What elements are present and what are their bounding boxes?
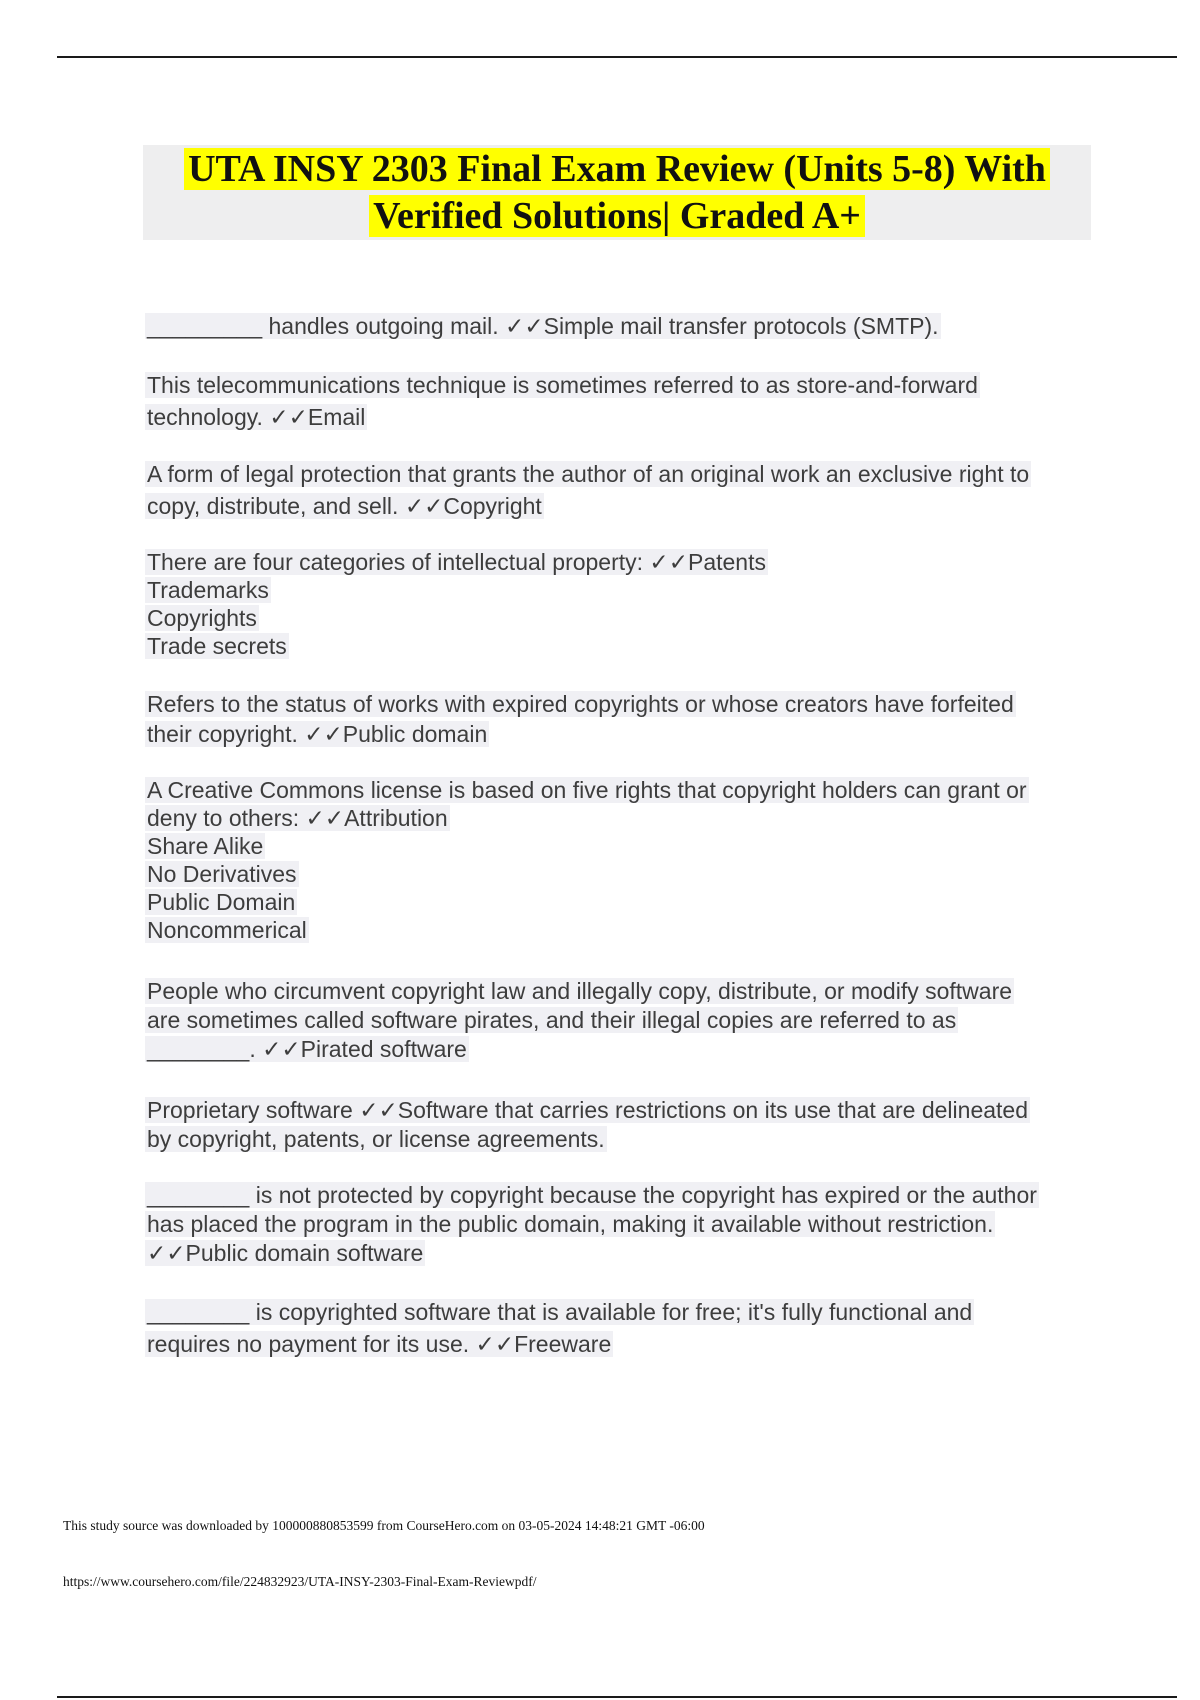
qa-line: ________ is copyrighted software that is available for free; it's fully functional and: [147, 1299, 973, 1325]
qa-line: are sometimes called software pirates, and their illegal copies are referred to as: [147, 1007, 957, 1033]
qa-line: A Creative Commons license is based on five rights that copyright holders can grant or: [147, 777, 1027, 803]
qa-line: Trade secrets: [147, 633, 287, 659]
qa-line: Refers to the status of works with expired copyrights or whose creators have forfeited: [147, 691, 1014, 717]
source-url[interactable]: https://www.coursehero.com/file/224832923/UTA-INSY-2303-Final-Exam-Reviewpdf/: [63, 1574, 537, 1589]
qa-item: [145, 1096, 1105, 1154]
bottom-rule: [57, 1696, 1177, 1698]
title-line-1: UTA INSY 2303 Final Exam Review (Units 5-8) With: [184, 148, 1050, 190]
qa-line: ✓✓Public domain software: [147, 1240, 424, 1266]
qa-line: There are four categories of intellectual property: ✓✓Patents: [147, 549, 766, 575]
qa-line: by copyright, patents, or license agreements.: [147, 1126, 605, 1152]
qa-line: Public Domain: [147, 889, 296, 915]
qa-line: Trademarks: [147, 577, 269, 603]
title-line-2: Verified Solutions| Graded A+: [369, 195, 865, 237]
document-title: [143, 146, 1091, 240]
top-rule: [57, 56, 1177, 58]
qa-line: Noncommerical: [147, 917, 307, 943]
qa-line: has placed the program in the public domain, making it available without restriction.: [147, 1211, 994, 1237]
qa-line: _________ handles outgoing mail. ✓✓Simple mail transfer protocols (SMTP).: [147, 313, 939, 339]
qa-item: [145, 977, 1105, 1064]
qa-item: [145, 776, 1105, 944]
download-note: This study source was downloaded by 100000880853599 from CourseHero.com on 03-05-2024 14:48:21 GMT -06:00: [63, 1518, 705, 1533]
qa-line: their copyright. ✓✓Public domain: [147, 721, 488, 747]
qa-item: [145, 689, 1105, 749]
qa-line: People who circumvent copyright law and illegally copy, distribute, or modify software: [147, 978, 1013, 1004]
qa-line: This telecommunications technique is sometimes referred to as store-and-forward: [147, 372, 978, 398]
qa-line: copy, distribute, and sell. ✓✓Copyright: [147, 493, 542, 519]
qa-line: No Derivatives: [147, 861, 297, 887]
qa-line: Share Alike: [147, 833, 264, 859]
qa-item: [145, 1296, 1105, 1360]
qa-line: ________ is not protected by copyright because the copyright has expired or the author: [147, 1182, 1037, 1208]
qa-item: [145, 312, 1105, 341]
qa-item: [145, 1181, 1105, 1268]
qa-line: Proprietary software ✓✓Software that carries restrictions on its use that are delineated: [147, 1097, 1028, 1123]
qa-item: [145, 369, 1105, 433]
qa-line: Copyrights: [147, 605, 257, 631]
qa-line: deny to others: ✓✓Attribution: [147, 805, 448, 831]
qa-line: technology. ✓✓Email: [147, 404, 366, 430]
qa-line: A form of legal protection that grants the author of an original work an exclusive right to: [147, 461, 1030, 487]
qa-item: [145, 458, 1105, 522]
qa-item: [145, 548, 1105, 660]
qa-line: ________. ✓✓Pirated software: [147, 1036, 467, 1062]
qa-line: requires no payment for its use. ✓✓Freeware: [147, 1331, 612, 1357]
